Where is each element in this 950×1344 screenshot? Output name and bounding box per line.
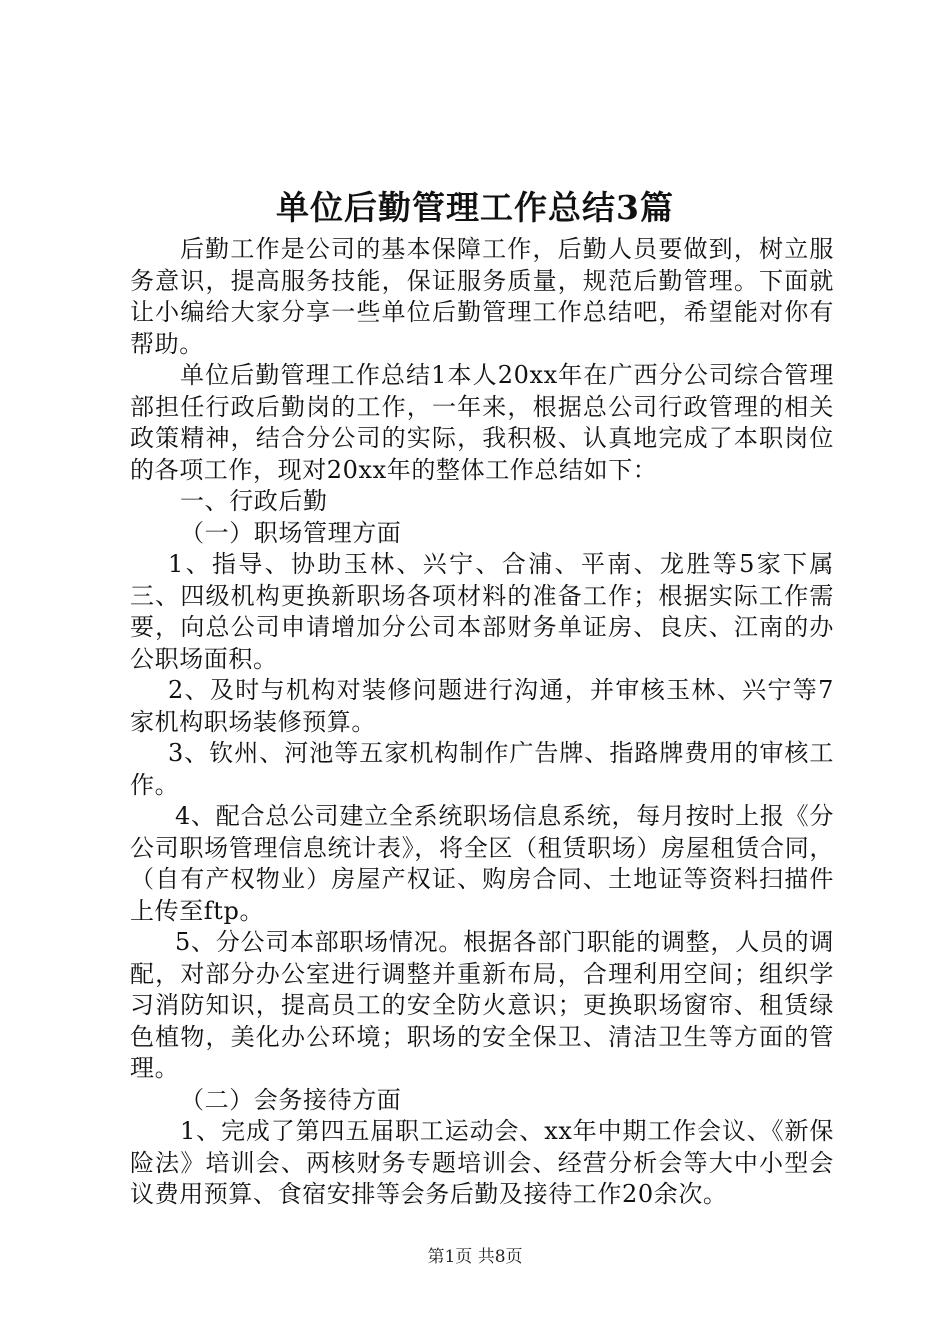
intro-paragraph: 后勤工作是公司的基本保障工作，后勤人员要做到，树立服务意识，提高服务技能，保证服务质量，规范后勤管理。下面就让小编给大家分享一些单位后勤管理工作总结吧，希望能对你有帮助。 xyxy=(130,235,834,358)
section-heading-admin-logistics: 一、行政后勤 xyxy=(180,487,328,515)
summary-1-paragraph: 单位后勤管理工作总结1本人20xx年在广西分公司综合管理部担任行政后勤岗的工作，一年来，根据总公司行政管理的相关政策精神，结合分公司的实际，我积极、认真地完成了本职岗位的各项工作，现对20xx年的整体工作总结如下： xyxy=(130,361,834,484)
page-footer: 第1页 共8页 xyxy=(427,1247,523,1267)
document-title: 单位后勤管理工作总结3篇 xyxy=(276,188,674,227)
subsection-heading-workplace: （一）职场管理方面 xyxy=(180,518,402,547)
document-body xyxy=(130,234,834,1211)
workplace-item-2: 2、及时与机构对装修问题进行沟通，并审核玉林、兴宁等7家机构职场装修预算。 xyxy=(130,676,834,736)
subsection-heading-meetings: （二）会务接待方面 xyxy=(180,1085,402,1114)
workplace-item-5: 5、分公司本部职场情况。根据各部门职能的调整，人员的调配，对部分办公室进行调整并重新布局，合理利用空间；组织学习消防知识，提高员工的安全防火意识；更换职场窗帘、租赁绿色植物，美化办公环境；职场的安全保卫、清洁卫生等方面的管理。 xyxy=(130,928,834,1082)
workplace-item-3: 3、钦州、河池等五家机构制作广告牌、指路牌费用的审核工作。 xyxy=(130,739,834,799)
workplace-item-1: 1、指导、协助玉林、兴宁、合浦、平南、龙胜等5家下属三、四级机构更换新职场各项材料的准备工作；根据实际工作需要，向总公司申请增加分公司本部财务单证房、良庆、江南的办公职场面积。 xyxy=(130,550,834,673)
workplace-item-4: 4、配合总公司建立全系统职场信息系统，每月按时上报《分公司职场管理信息统计表》，将全区（租赁职场）房屋租赁合同，（自有产权物业）房屋产权证、购房合同、土地证等资料扫描件上传至ftp。 xyxy=(130,802,834,925)
meetings-item-1: 1、完成了第四五届职工运动会、xx年中期工作会议、《新保险法》培训会、两核财务专题培训会、经营分析会等大中小型会议费用预算、食宿安排等会务后勤及接待工作20余次。 xyxy=(130,1117,834,1208)
